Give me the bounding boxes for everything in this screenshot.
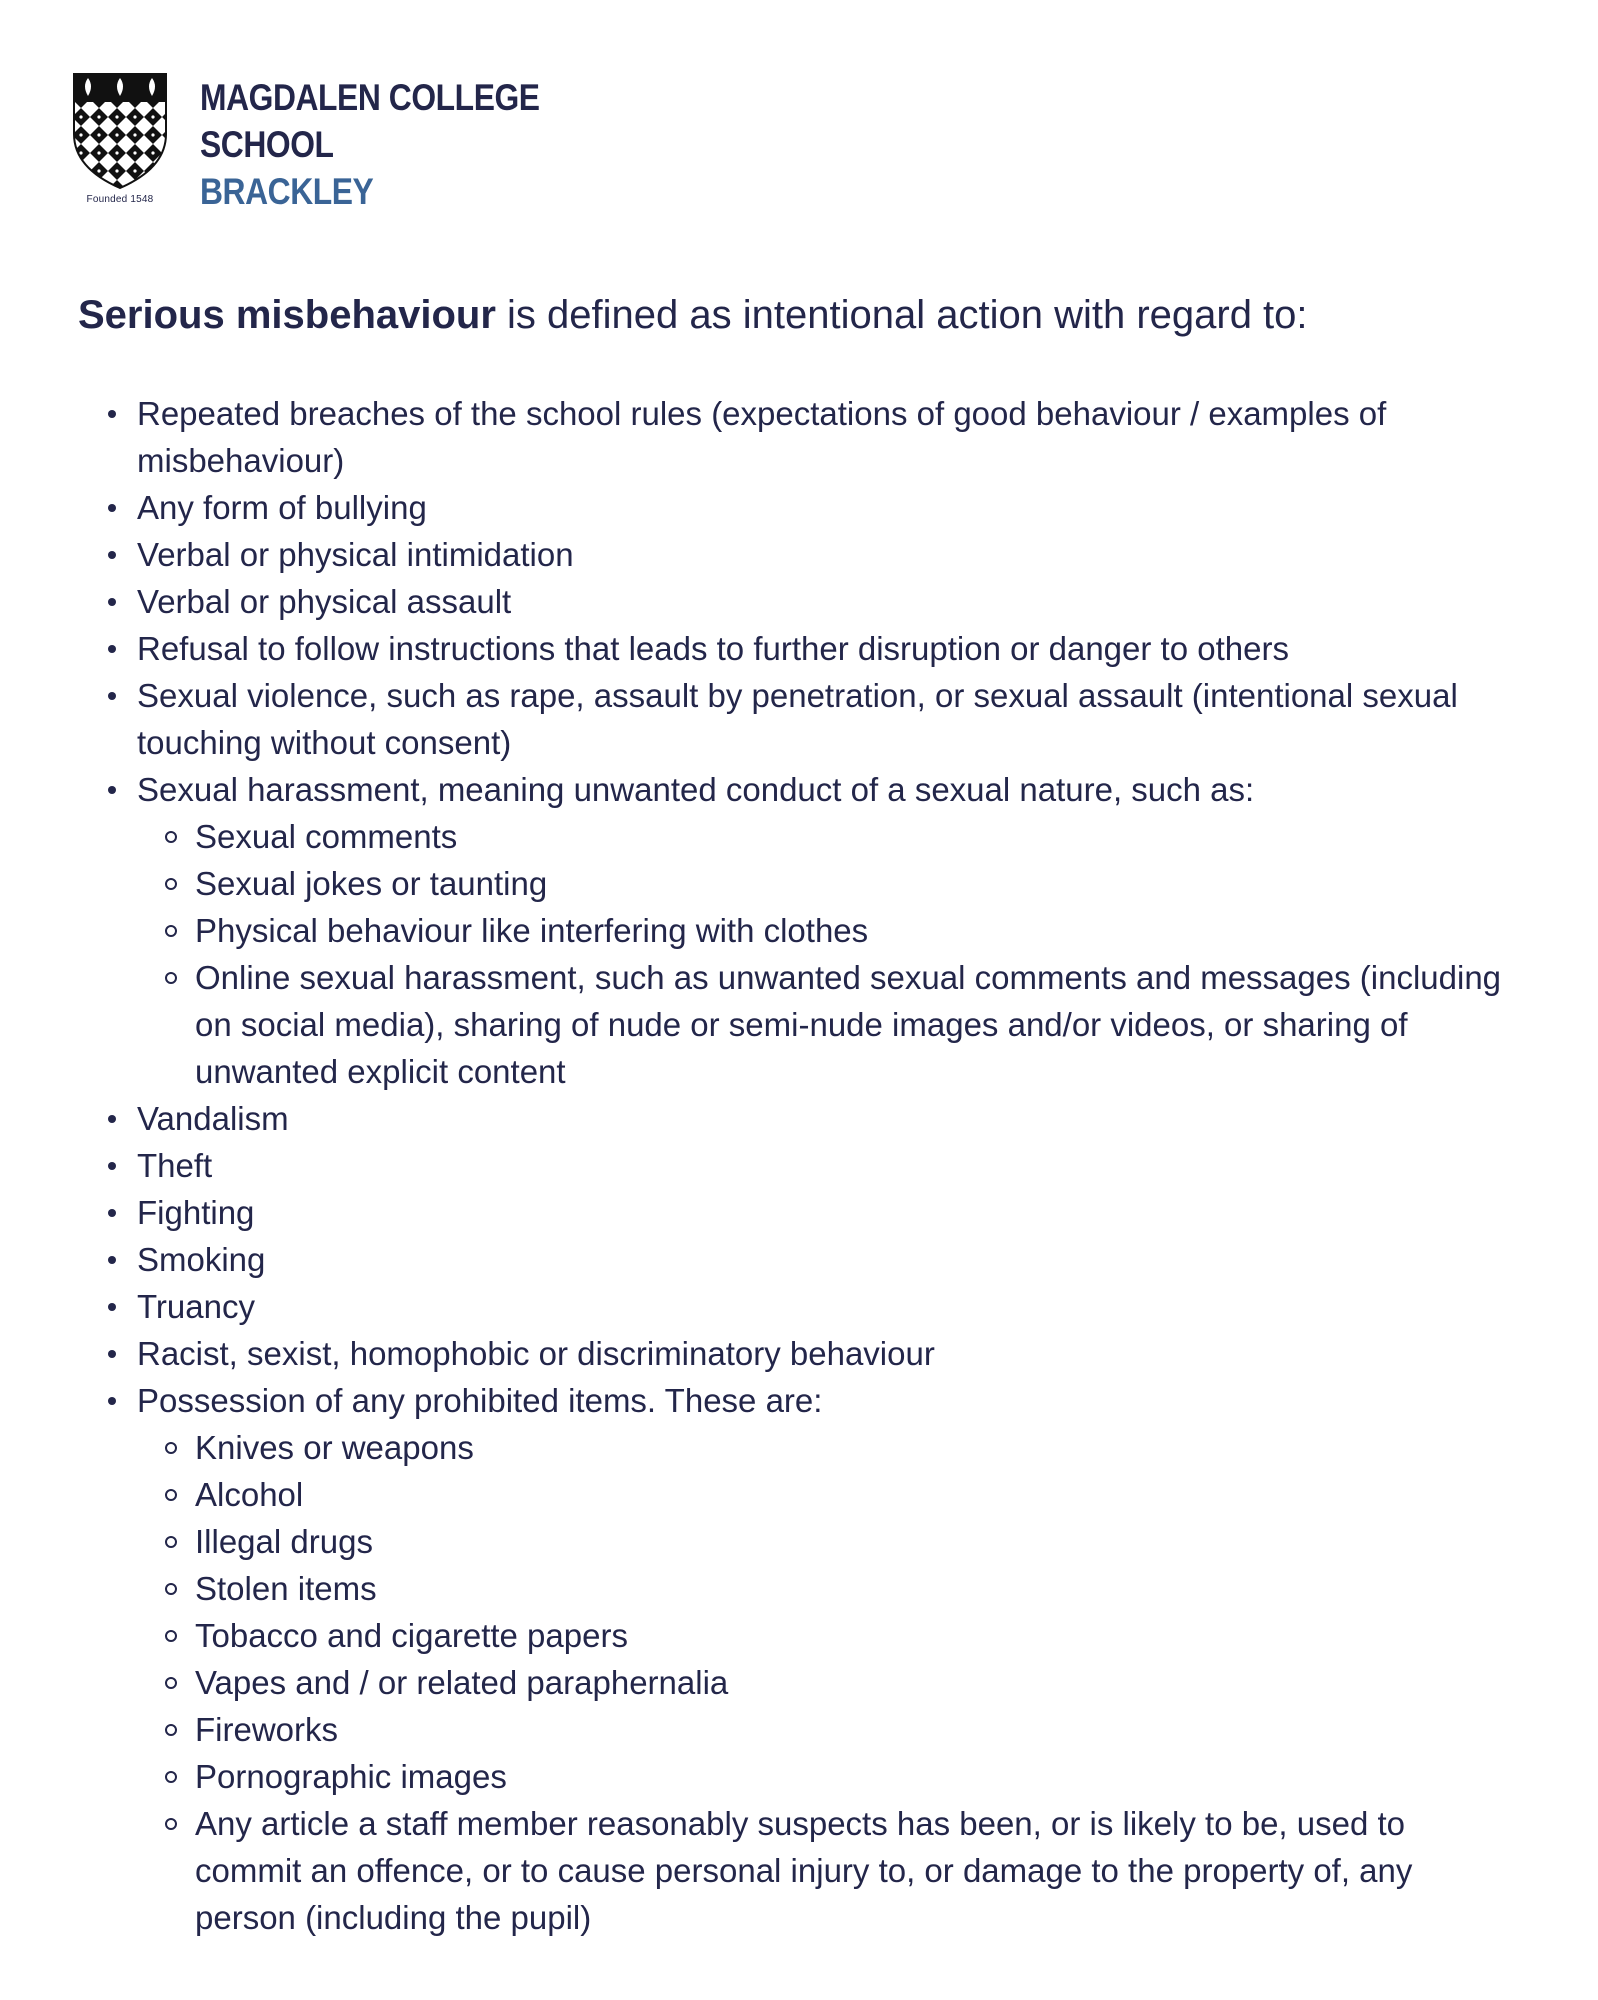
school-name (200, 74, 540, 215)
school-name-line2: SCHOOL (200, 124, 334, 165)
school-name-line3: BRACKLEY (200, 171, 374, 212)
list-item (78, 766, 1518, 1095)
sub-list (137, 813, 1518, 1095)
list-item (78, 1142, 1518, 1189)
misbehaviour-list (78, 390, 1518, 1941)
intro-rest: is defined as intentional action with regard to: (495, 293, 1308, 337)
school-name-line1: MAGDALEN COLLEGE (200, 77, 540, 118)
sub-list-item: Fireworks (137, 1706, 1518, 1753)
list-item-text: Smoking (137, 1241, 266, 1278)
sub-list-item: Online sexual harassment, such as unwanted sexual comments and messages (including on social media), sharing of nude or semi-nude images and/or videos, or sharing of unwanted explicit content (137, 954, 1518, 1095)
sub-list-item: Vapes and / or related paraphernalia (137, 1659, 1518, 1706)
list-item-text: Any form of bullying (137, 489, 427, 526)
list-item-text: Sexual violence, such as rape, assault by penetration, or sexual assault (intentional sexual touching without consent) (137, 677, 1458, 761)
sub-list-item: Physical behaviour like interfering with clothes (137, 907, 1518, 954)
page-header (70, 72, 595, 215)
intro-bold: Serious misbehaviour (78, 293, 496, 337)
list-item-text: Sexual harassment, meaning unwanted conduct of a sexual nature, such as: (137, 771, 1255, 808)
list-item-text: Verbal or physical intimidation (137, 536, 574, 573)
misbehaviour-list-container (78, 390, 1518, 1941)
school-crest (70, 72, 170, 212)
list-item (78, 672, 1518, 766)
list-item-text: Fighting (137, 1194, 255, 1231)
list-item (78, 578, 1518, 625)
list-item-text: Refusal to follow instructions that leads to further disruption or danger to others (137, 630, 1289, 667)
list-item-text: Truancy (137, 1288, 255, 1325)
list-item-text: Repeated breaches of the school rules (expectations of good behaviour / examples of misbehaviour) (137, 395, 1387, 479)
sub-list-item: Sexual comments (137, 813, 1518, 860)
intro-heading (78, 289, 1308, 341)
sub-list-item: Knives or weapons (137, 1424, 1518, 1471)
list-item (78, 1377, 1518, 1941)
list-item (78, 1330, 1518, 1377)
list-item (78, 484, 1518, 531)
sub-list-item: Sexual jokes or taunting (137, 860, 1518, 907)
sub-list-item: Tobacco and cigarette papers (137, 1612, 1518, 1659)
list-item (78, 625, 1518, 672)
list-item (78, 1189, 1518, 1236)
sub-list-item: Stolen items (137, 1565, 1518, 1612)
list-item-text: Theft (137, 1147, 213, 1184)
sub-list-item: Pornographic images (137, 1753, 1518, 1800)
sub-list-item: Illegal drugs (137, 1518, 1518, 1565)
list-item (78, 531, 1518, 578)
list-item (78, 390, 1518, 484)
list-item-text: Racist, sexist, homophobic or discriminatory behaviour (137, 1335, 935, 1372)
list-item (78, 1283, 1518, 1330)
list-item-text: Possession of any prohibited items. These are: (137, 1382, 823, 1419)
list-item-text: Vandalism (137, 1100, 289, 1137)
crest-caption: Founded 1548 (86, 194, 154, 205)
crest-shield-icon (72, 72, 168, 190)
sub-list-item: Alcohol (137, 1471, 1518, 1518)
list-item-text: Verbal or physical assault (137, 583, 512, 620)
sub-list-item: Any article a staff member reasonably suspects has been, or is likely to be, used to commit an offence, or to cause personal injury to, or damage to the property of, any person (including the pupil) (137, 1800, 1518, 1941)
list-item (78, 1095, 1518, 1142)
list-item (78, 1236, 1518, 1283)
sub-list (137, 1424, 1518, 1941)
